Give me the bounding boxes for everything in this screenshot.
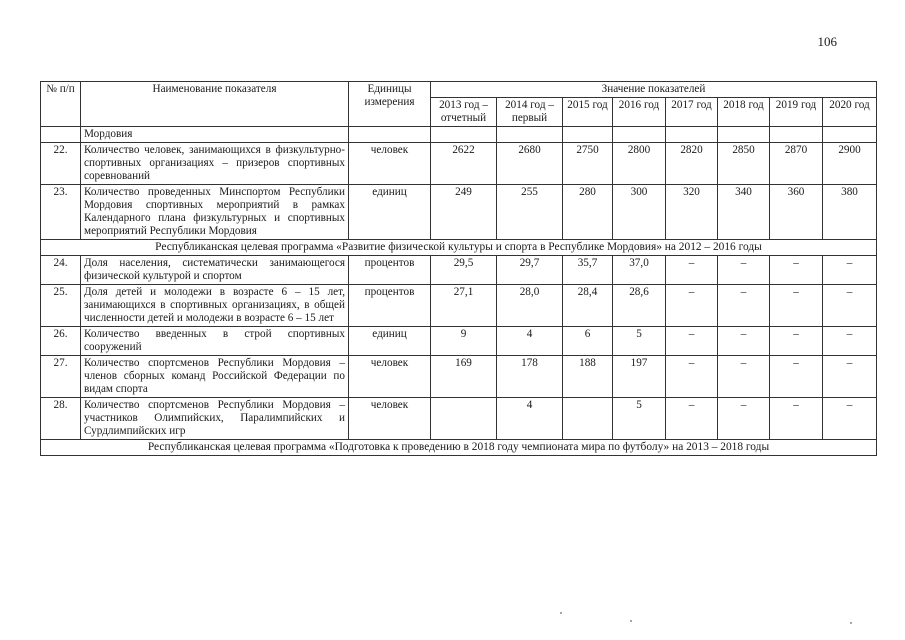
value-cell: 280: [563, 185, 613, 240]
value-cell: –: [823, 285, 877, 327]
table-row: [41, 356, 877, 398]
value-cell: –: [666, 256, 718, 285]
unit: процентов: [349, 285, 431, 327]
value-cell: 27,1: [431, 285, 497, 327]
unit: человек: [349, 398, 431, 440]
value-cell: [431, 398, 497, 440]
section-title: Республиканская целевая программа «Развитие физической культуры и спорта в Республике Мордовия» на 2012 – 2016 годы: [41, 240, 877, 256]
value-cell: [563, 398, 613, 440]
value-cell: 2750: [563, 143, 613, 185]
header-year: 2019 год: [770, 98, 823, 127]
unit: человек: [349, 143, 431, 185]
indicator-name: Доля населения, систематически занимающегося физической культурой и спортом: [81, 256, 349, 285]
unit: единиц: [349, 327, 431, 356]
value-cell: 255: [497, 185, 563, 240]
row-number: 28.: [41, 398, 81, 440]
value-cell: 188: [563, 356, 613, 398]
header-values-group: Значение показателей: [431, 82, 877, 98]
value-cell: 37,0: [613, 256, 666, 285]
value-cell: 28,6: [613, 285, 666, 327]
section-title: Республиканская целевая программа «Подготовка к проведению в 2018 году чемпионата мира по футболу» на 2013 – 2018 годы: [41, 440, 877, 456]
header-year: 2018 год: [718, 98, 770, 127]
indicator-name: Количество введенных в строй спортивных сооружений: [81, 327, 349, 356]
header-year: 2020 год: [823, 98, 877, 127]
indicator-name: Доля детей и молодежи в возрасте 6 – 15 лет, занимающихся в спортивных организациях, в общей численности детей и молодежи в возрасте 6 – 15 лет: [81, 285, 349, 327]
value-cell: –: [718, 327, 770, 356]
unit: человек: [349, 356, 431, 398]
header-name: Наименование показателя: [81, 82, 349, 127]
value-cell: 2800: [613, 143, 666, 185]
value-cell: 340: [718, 185, 770, 240]
indicator-name: Количество спортсменов Республики Мордовия – членов сборных команд Российской Федерации по видам спорта: [81, 356, 349, 398]
header-unit: Единицы измерения: [349, 82, 431, 127]
value-cell: –: [666, 327, 718, 356]
header-row-1: [41, 82, 877, 98]
value-cell: –: [718, 256, 770, 285]
unit: единиц: [349, 185, 431, 240]
row-number: 26.: [41, 327, 81, 356]
value-cell: 360: [770, 185, 823, 240]
row-number: 27.: [41, 356, 81, 398]
value-cell: 2850: [718, 143, 770, 185]
value-cell: 2870: [770, 143, 823, 185]
value-cell: –: [770, 285, 823, 327]
value-cell: 29,7: [497, 256, 563, 285]
value-cell: –: [770, 327, 823, 356]
value-cell: 380: [823, 185, 877, 240]
value-cell: –: [770, 356, 823, 398]
value-cell: 5: [613, 398, 666, 440]
value-cell: –: [666, 356, 718, 398]
value-cell: 29,5: [431, 256, 497, 285]
value-cell: 320: [666, 185, 718, 240]
value-cell: –: [823, 356, 877, 398]
table-row: [41, 285, 877, 327]
scan-speck: [560, 612, 562, 614]
row-number: 25.: [41, 285, 81, 327]
value-cell: –: [718, 398, 770, 440]
section-row: [41, 240, 877, 256]
value-cell: –: [666, 398, 718, 440]
value-cell: –: [823, 398, 877, 440]
value-cell: 28,4: [563, 285, 613, 327]
unit: процентов: [349, 256, 431, 285]
table-row: [41, 143, 877, 185]
row-number: 24.: [41, 256, 81, 285]
section-row: [41, 440, 877, 456]
header-year: 2013 год – отчетный: [431, 98, 497, 127]
page-number: 106: [817, 34, 837, 49]
table-row: [41, 398, 877, 440]
value-cell: –: [666, 285, 718, 327]
indicator-name: Количество человек, занимающихся в физкультурно-спортивных организациях – призеров спортивных соревнований: [81, 143, 349, 185]
header-num: № п/п: [41, 82, 81, 127]
scan-speck: [850, 622, 852, 624]
header-year: 2017 год: [666, 98, 718, 127]
value-cell: –: [770, 256, 823, 285]
indicator-name: Количество спортсменов Республики Мордовия – участников Олимпийских, Паралимпийских и Сурдлимпийских игр: [81, 398, 349, 440]
indicator-name: Количество проведенных Минспортом Республики Мордовия спортивных мероприятий в рамках Календарного плана физкультурных и спортивных мероприятий Республики Мордовия: [81, 185, 349, 240]
continuation-text: Мордовия: [81, 127, 349, 143]
value-cell: 2820: [666, 143, 718, 185]
continuation-row: [41, 127, 877, 143]
value-cell: 9: [431, 327, 497, 356]
value-cell: 4: [497, 398, 563, 440]
value-cell: 2900: [823, 143, 877, 185]
table-row: [41, 185, 877, 240]
value-cell: 28,0: [497, 285, 563, 327]
value-cell: –: [823, 256, 877, 285]
table-row: [41, 327, 877, 356]
header-year: 2016 год: [613, 98, 666, 127]
value-cell: 35,7: [563, 256, 613, 285]
header-year: 2015 год: [563, 98, 613, 127]
value-cell: 300: [613, 185, 666, 240]
value-cell: –: [823, 327, 877, 356]
value-cell: 249: [431, 185, 497, 240]
header-year: 2014 год – первый: [497, 98, 563, 127]
row-number: 22.: [41, 143, 81, 185]
table-row: [41, 256, 877, 285]
value-cell: 197: [613, 356, 666, 398]
row-number: 23.: [41, 185, 81, 240]
value-cell: –: [770, 398, 823, 440]
value-cell: 169: [431, 356, 497, 398]
value-cell: 4: [497, 327, 563, 356]
value-cell: 2680: [497, 143, 563, 185]
value-cell: 178: [497, 356, 563, 398]
value-cell: –: [718, 285, 770, 327]
scan-speck: [630, 620, 632, 622]
value-cell: 2622: [431, 143, 497, 185]
value-cell: –: [718, 356, 770, 398]
value-cell: 6: [563, 327, 613, 356]
value-cell: 5: [613, 327, 666, 356]
indicators-table: [40, 81, 877, 456]
